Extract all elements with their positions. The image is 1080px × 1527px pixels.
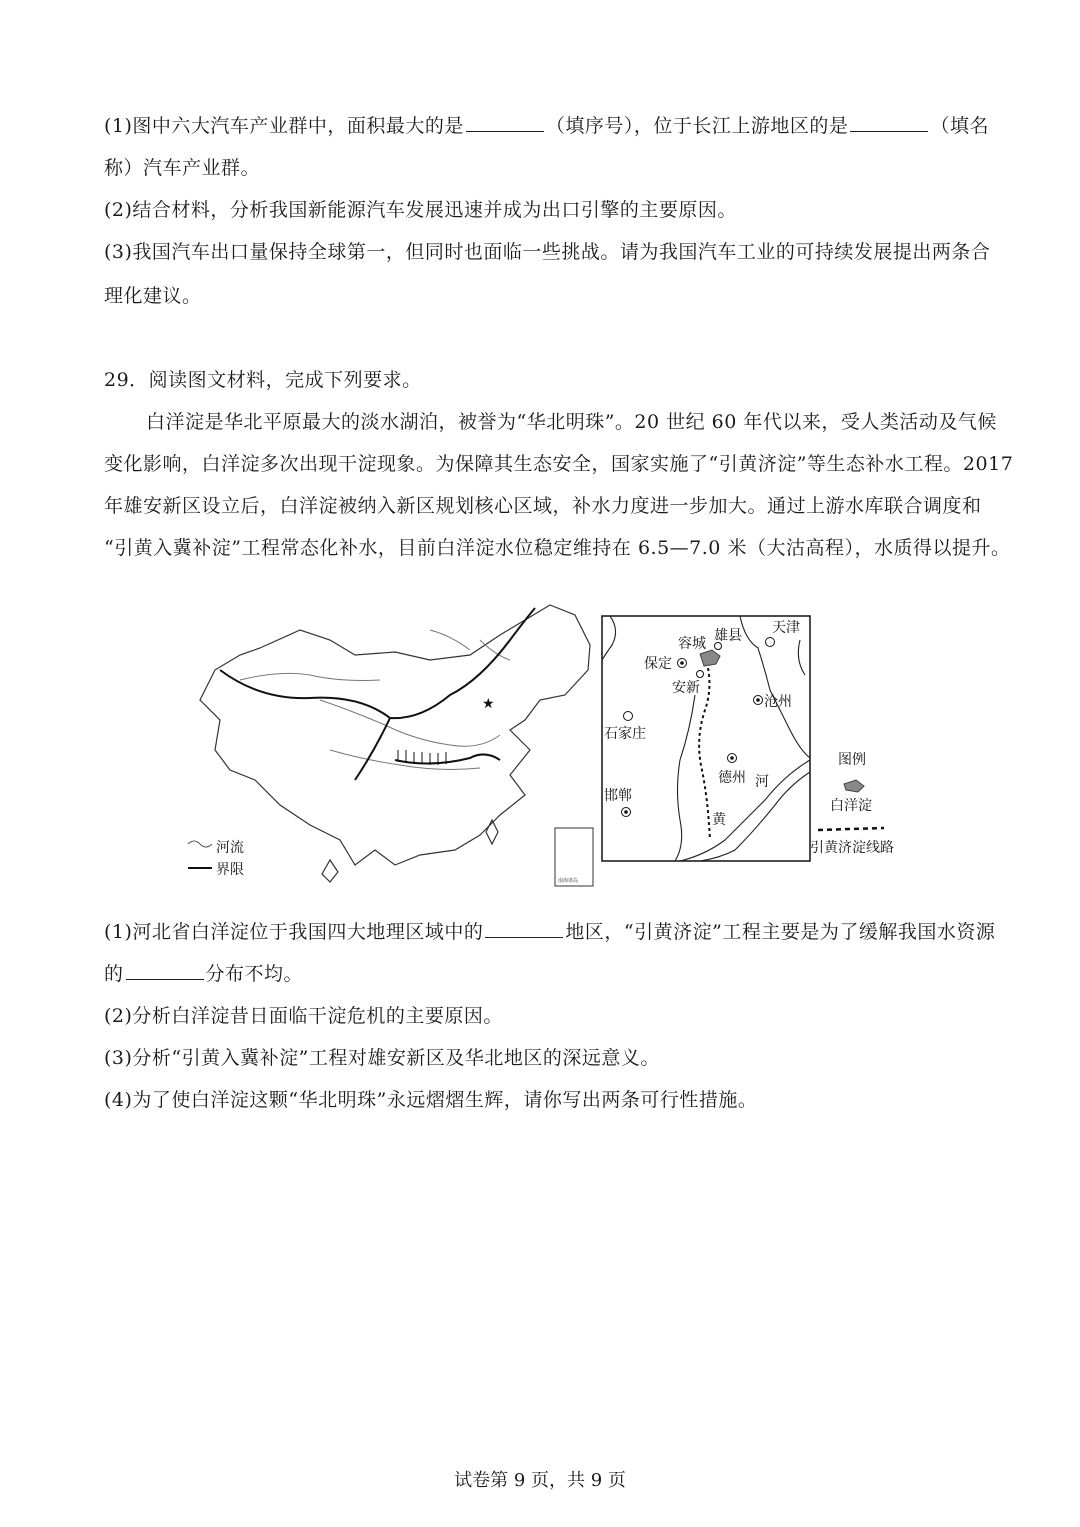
answer-blank[interactable]	[466, 115, 544, 132]
material-paragraph-line: 年雄安新区设立后，白洋淀被纳入新区规划核心区域，补水力度进一步加大。通过上游水库联合调度和	[104, 495, 982, 517]
label-tianjin: 天津	[772, 620, 800, 636]
label-shijiazhuang: 石家庄	[604, 726, 646, 742]
label-handan: 邯郸	[604, 788, 632, 804]
subq-1-text-a: (1)河北省白洋淀位于我国四大地理区域中的	[104, 921, 484, 943]
label-xiongxian: 雄县	[714, 628, 742, 644]
subq-1-text-b: 地区，“引黄济淀”工程主要是为了缓解我国水资源	[565, 921, 996, 943]
material-paragraph-line: 变化影响，白洋淀多次出现干淀现象。为保障其生态安全，国家实施了“引黄济淀”等生态补水工程。2017	[104, 453, 1014, 475]
subq-2: (2)分析白洋淀昔日面临干淀危机的主要原因。	[104, 1005, 503, 1027]
legend-boundary-label: 界限	[216, 862, 244, 878]
label-baoding: 保定	[644, 656, 672, 672]
question-2: (2)结合材料，分析我国新能源汽车发展迅速并成为出口引擎的主要原因。	[104, 199, 737, 221]
label-rongcheng: 容城	[678, 636, 706, 652]
region-boundaries	[220, 608, 535, 780]
anxin-marker	[697, 671, 704, 678]
subq-1-text-d: 分布不均。	[205, 963, 304, 985]
legend-route-label: 引黄济淀线路	[810, 840, 894, 856]
lake-legend-icon	[844, 780, 864, 792]
label-cangzhou: 沧州	[764, 694, 792, 710]
label-river-he: 河	[755, 774, 769, 790]
question-1-text-a: (1)图中六大汽车产业群中，面积最大的是	[104, 115, 464, 137]
legend-lake-label: 白洋淀	[830, 798, 872, 814]
inset-label: 南海诸岛	[558, 878, 579, 884]
subq-1-line	[104, 920, 995, 944]
shijiazhuang-marker	[624, 712, 633, 721]
question-29-heading: 29．阅读图文材料，完成下列要求。	[104, 369, 422, 391]
answer-blank[interactable]	[126, 963, 204, 980]
baiyangdian-star-icon: ★	[482, 696, 495, 712]
answer-blank[interactable]	[485, 921, 563, 938]
subq-4: (4)为了使白洋淀这颗“华北明珠”永远熠熠生辉，请你写出两条可行性措施。	[104, 1089, 758, 1111]
question-3-line-1: (3)我国汽车出口量保持全球第一，但同时也面临一些挑战。请为我国汽车工业的可持续发展提出两条合	[104, 241, 991, 263]
map-svg	[180, 600, 940, 900]
label-river-huang: 黄	[712, 812, 726, 828]
question-3-line-2: 理化建议。	[104, 285, 202, 307]
page-footer: 试卷第 9 页，共 9 页	[454, 1470, 626, 1491]
label-anxin: 安新	[672, 680, 700, 696]
tianjin-marker	[766, 638, 775, 647]
river-legend-icon	[188, 841, 212, 847]
question-1-line	[104, 114, 989, 138]
legend-title: 图例	[838, 752, 866, 768]
answer-blank[interactable]	[850, 115, 928, 132]
china-map	[200, 605, 590, 882]
question-1-text-b: （填序号），位于长江上游地区的是	[545, 115, 849, 137]
subq-1-text-c: 的	[104, 963, 124, 985]
map-figure	[180, 600, 940, 900]
material-paragraph-line: “引黄入冀补淀”工程常态化补水，目前白洋淀水位稳定维持在 6.5—7.0 米（大沽高程），水质得以提升。	[104, 537, 1011, 559]
material-paragraph-line: 白洋淀是华北平原最大的淡水湖泊，被誉为“华北明珠”。20 世纪 60 年代以来，受人类活动及气候	[146, 411, 997, 433]
question-1-text-c: （填名	[930, 115, 989, 137]
route-legend-icon	[818, 828, 884, 830]
subq-1-line-2	[104, 962, 303, 986]
label-dezhou: 德州	[718, 770, 746, 786]
subq-3: (3)分析“引黄入冀补淀”工程对雄安新区及华北地区的深远意义。	[104, 1047, 660, 1069]
question-1-line-2: 称）汽车产业群。	[104, 157, 261, 179]
legend-river-label: 河流	[216, 840, 244, 856]
